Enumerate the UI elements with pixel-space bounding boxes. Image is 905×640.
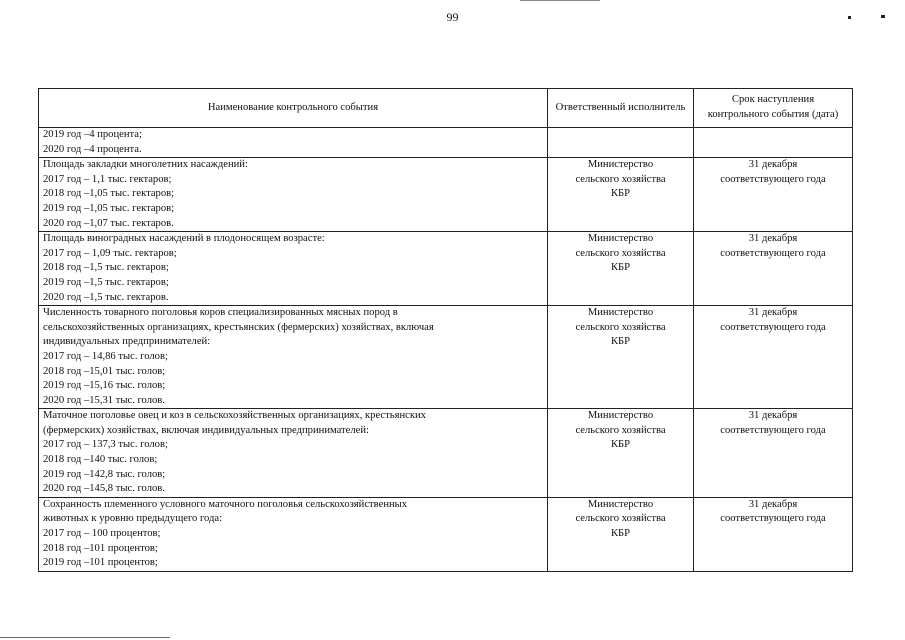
event-cell-line: 2018 год –140 тыс. голов; xyxy=(43,454,158,466)
deadline-cell-line: соответствующего года xyxy=(720,173,826,185)
event-cell-line: 2019 год –4 процента; xyxy=(43,129,142,140)
table-row xyxy=(39,497,853,571)
executor-cell-line: КБР xyxy=(610,336,631,348)
event-cell-line: 2017 год – 137,3 тыс. голов; xyxy=(43,439,168,451)
executor-cell-line: сельского хозяйства xyxy=(575,513,666,525)
event-cell-line: индивидуальных предпринимателей: xyxy=(43,336,211,348)
event-cell-line: 2019 год –15,16 тыс. голов; xyxy=(43,380,166,392)
control-events-table-wrapper xyxy=(38,88,852,572)
deadline-cell xyxy=(694,409,853,498)
table-row xyxy=(39,128,853,158)
event-cell-line: Площадь закладки многолетних насаждений: xyxy=(43,159,248,171)
scan-artifact-top xyxy=(520,0,600,1)
event-cell xyxy=(39,158,548,232)
executor-cell-line: Министерство xyxy=(587,307,654,319)
event-cell-line: 2020 год –1,5 тыс. гектаров. xyxy=(43,291,169,303)
table-header-row xyxy=(39,89,853,128)
deadline-cell-line: соответствующего года xyxy=(720,513,826,525)
deadline-cell xyxy=(694,306,853,409)
executor-cell-line: Министерство xyxy=(587,233,654,245)
event-cell-line: 2020 год –145,8 тыс. голов. xyxy=(43,483,165,495)
executor-cell xyxy=(548,409,694,498)
scan-artifact-dot-2 xyxy=(881,15,885,18)
table-body xyxy=(39,128,853,572)
event-cell xyxy=(39,232,548,306)
deadline-cell-line: соответствующего года xyxy=(720,424,826,436)
deadline-cell-line: 31 декабря xyxy=(748,233,798,245)
event-cell-line: сельскохозяйственных организациях, крестьянских (фермерских) хозяйствах, включая xyxy=(43,321,434,333)
scan-artifact-bottom xyxy=(0,637,170,638)
deadline-cell-line: соответствующего года xyxy=(720,247,826,259)
page-number: 99 xyxy=(446,10,459,24)
executor-cell-line: Министерство xyxy=(587,410,654,422)
executor-cell xyxy=(548,128,694,158)
event-cell xyxy=(39,306,548,409)
executor-cell xyxy=(548,306,694,409)
control-events-table xyxy=(38,88,853,572)
event-cell-line: Численность товарного поголовья коров специализированных мясных пород в xyxy=(43,307,398,319)
executor-cell-line: КБР xyxy=(610,262,631,274)
executor-cell xyxy=(548,158,694,232)
event-cell xyxy=(39,497,548,571)
header-executor: Ответственный исполнитель xyxy=(548,89,694,128)
executor-cell-line: сельского хозяйства xyxy=(575,424,666,436)
event-cell-line: 2018 год –1,05 тыс. гектаров; xyxy=(43,188,175,200)
deadline-cell-line: 31 декабря xyxy=(748,159,798,171)
executor-cell xyxy=(548,232,694,306)
executor-cell-line: КБР xyxy=(610,188,631,200)
executor-cell-line: Министерство xyxy=(587,498,654,510)
executor-cell-line: КБР xyxy=(610,439,631,451)
executor-cell-line: КБР xyxy=(610,528,631,540)
event-cell-line: 2020 год –15,31 тыс. голов. xyxy=(43,394,165,406)
event-cell-line: 2017 год – 100 процентов; xyxy=(43,528,161,540)
executor-cell-line: сельского хозяйства xyxy=(575,173,666,185)
event-cell-line: 2018 год –1,5 тыс. гектаров; xyxy=(43,262,169,274)
table-row xyxy=(39,158,853,232)
deadline-cell-line: 31 декабря xyxy=(748,410,798,422)
deadline-cell-line: 31 декабря xyxy=(748,498,798,510)
event-cell-line: 2019 год –1,05 тыс. гектаров; xyxy=(43,202,175,214)
deadline-cell xyxy=(694,158,853,232)
event-cell-line: животных к уровню предыдущего года: xyxy=(43,513,223,525)
event-cell-line: 2019 год –142,8 тыс. голов; xyxy=(43,468,166,480)
event-cell-line: 2018 год –15,01 тыс. голов; xyxy=(43,365,166,377)
event-cell-line: 2019 год –101 процентов; xyxy=(43,557,158,569)
table-row xyxy=(39,409,853,498)
deadline-cell xyxy=(694,128,853,158)
deadline-cell-line: 31 декабря xyxy=(748,307,798,319)
header-event-name: Наименование контрольного события xyxy=(39,89,548,128)
table-row xyxy=(39,232,853,306)
deadline-cell xyxy=(694,497,853,571)
event-cell-line: Маточное поголовье овец и коз в сельскохозяйственных организациях, крестьянских xyxy=(43,410,426,422)
event-cell-line: 2017 год – 1,1 тыс. гектаров; xyxy=(43,173,172,185)
executor-cell xyxy=(548,497,694,571)
event-cell-line: 2017 год – 14,86 тыс. голов; xyxy=(43,350,168,362)
event-cell-line: 2017 год – 1,09 тыс. гектаров; xyxy=(43,247,177,259)
event-cell-line: 2019 год –1,5 тыс. гектаров; xyxy=(43,276,169,288)
header-deadline: Срок наступления контрольного события (дата) xyxy=(694,89,853,128)
table-row xyxy=(39,306,853,409)
executor-cell-line: сельского хозяйства xyxy=(575,321,666,333)
event-cell-line: 2020 год –1,07 тыс. гектаров. xyxy=(43,217,174,229)
executor-cell-line: сельского хозяйства xyxy=(575,247,666,259)
event-cell-line: Площадь виноградных насаждений в плодоносящем возрасте: xyxy=(43,233,325,245)
deadline-cell-line: соответствующего года xyxy=(720,321,826,333)
event-cell xyxy=(39,409,548,498)
event-cell xyxy=(39,128,548,158)
executor-cell-line: Министерство xyxy=(587,159,654,171)
scan-artifact-dot-1 xyxy=(848,16,851,19)
deadline-cell xyxy=(694,232,853,306)
event-cell-line: 2018 год –101 процентов; xyxy=(43,542,158,554)
event-cell-line: (фермерских) хозяйствах, включая индивидуальных предпринимателей: xyxy=(43,424,369,436)
event-cell-line: Сохранность племенного условного маточного поголовья сельскохозяйственных xyxy=(43,498,408,510)
event-cell-line: 2020 год –4 процента. xyxy=(43,143,142,155)
